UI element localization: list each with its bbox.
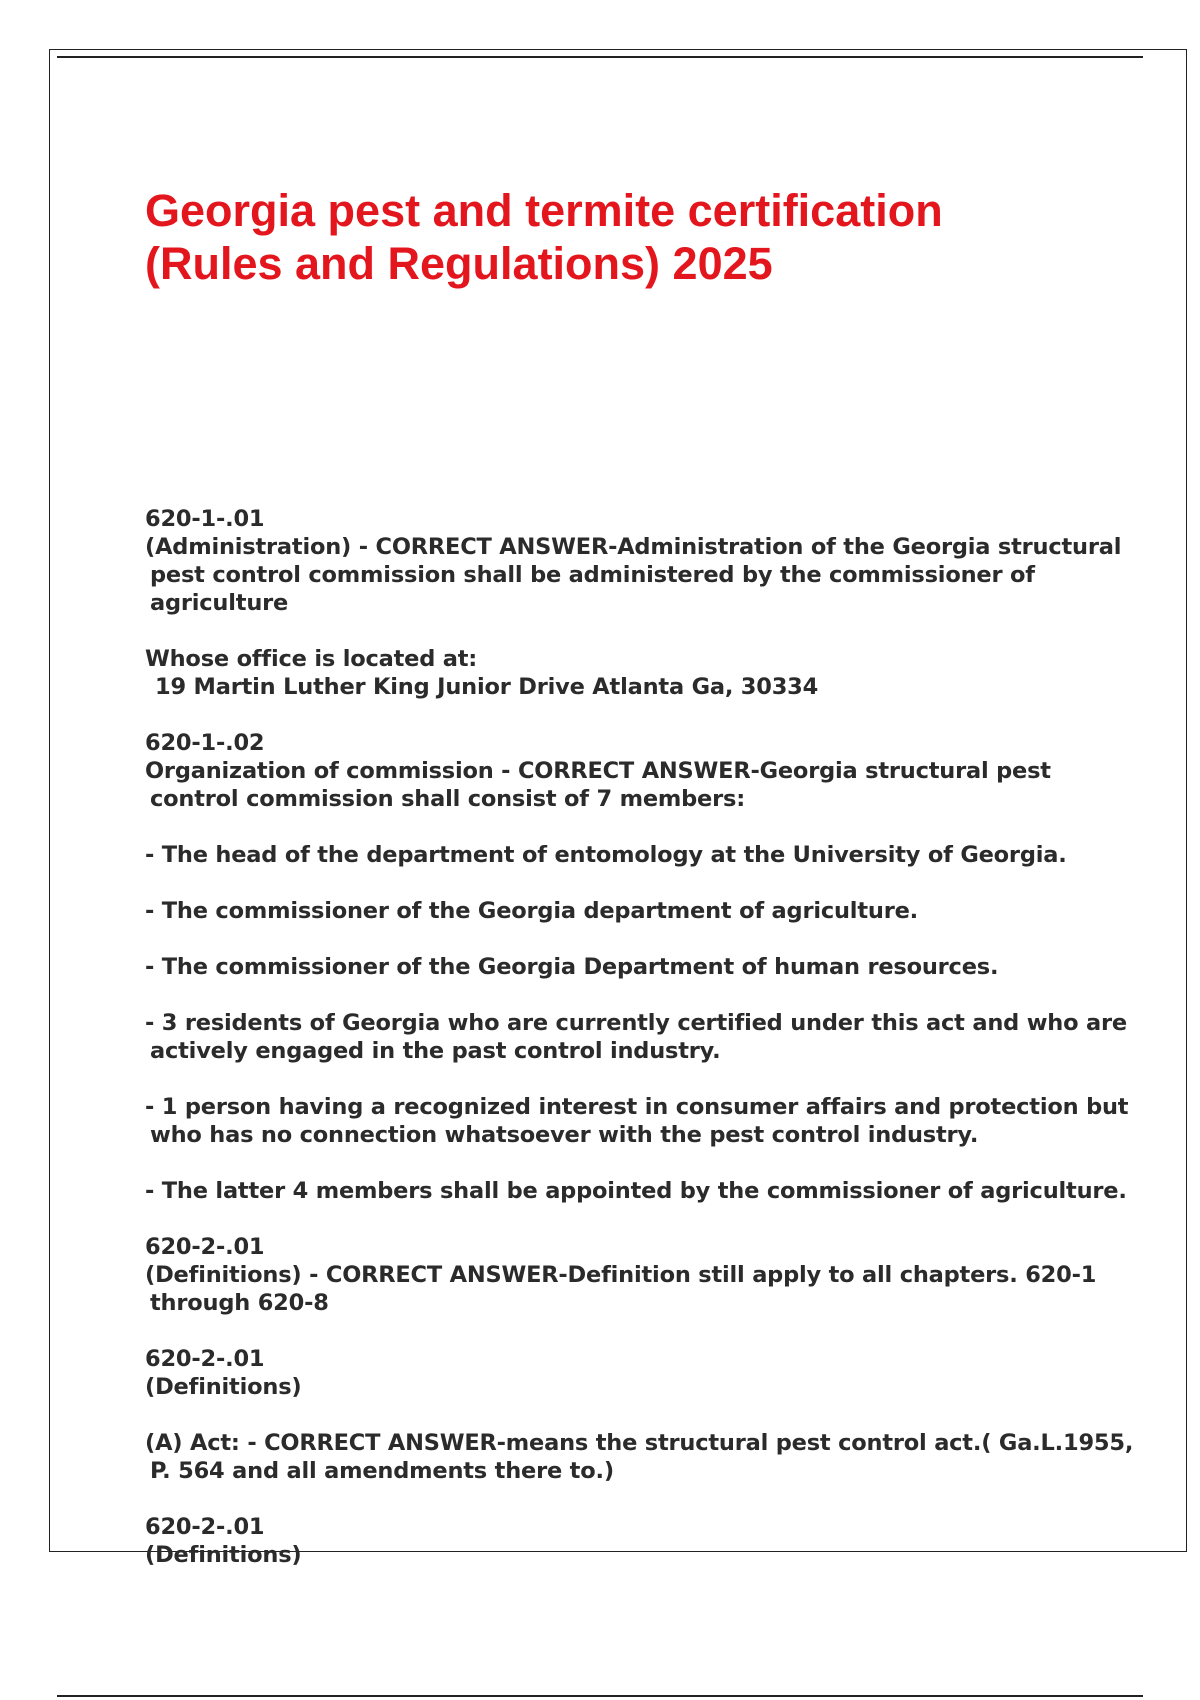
entry-definitions [145,1233,1105,1317]
entry-text: - 3 residents of Georgia who are currently certified under this act and who are [145,1010,1127,1036]
title-line-1: Georgia pest and termite certification [145,185,943,236]
section-number: 620-1-.01 [145,506,265,532]
entry-text: - The head of the department of entomology at the University of Georgia. [145,842,1067,868]
section-number: 620-2-.01 [145,1234,265,1260]
entry-text: control commission shall consist of 7 members: [150,786,745,812]
entry-text: - 1 person having a recognized interest in consumer affairs and protection but [145,1094,1129,1120]
member-item [145,953,1105,981]
entry-text: agriculture [150,590,289,616]
top-rule [57,56,1143,58]
entry-text: (Definitions) [145,1374,302,1400]
entry-organization [145,729,1105,813]
member-item [145,841,1105,869]
bottom-rule [57,1695,1143,1697]
entry-text: Whose office is located at: [145,646,478,672]
entry-text: (Administration) - CORRECT ANSWER-Administration of the Georgia structural [145,534,1122,560]
entry-text: 19 Martin Luther King Junior Drive Atlanta Ga, 30334 [155,674,819,700]
entry-text: - The commissioner of the Georgia department of agriculture. [145,898,918,924]
entry-act-definition [145,1429,1134,1485]
section-number: 620-2-.01 [145,1514,265,1540]
member-item [145,1093,1129,1149]
entry-text: P. 564 and all amendments there to.) [150,1458,614,1484]
member-item [145,897,1105,925]
entry-text: (Definitions) - CORRECT ANSWER-Definition still apply to all chapters. 620-1 [145,1262,1097,1288]
document-body [145,505,1134,1597]
entry-text: who has no connection whatsoever with the pest control industry. [150,1122,979,1148]
entry-text: - The latter 4 members shall be appointed by the commissioner of agriculture. [145,1178,1127,1204]
entry-definitions [145,1345,1105,1401]
entry-text: (A) Act: - CORRECT ANSWER-means the structural pest control act.( Ga.L.1955, [145,1430,1134,1456]
entry-administration [145,505,1122,617]
entry-text: pest control commission shall be administered by the commissioner of [150,562,1035,588]
entry-text: - The commissioner of the Georgia Department of human resources. [145,954,999,980]
member-item [145,1177,1127,1205]
section-number: 620-1-.02 [145,730,265,756]
entry-office-location [145,645,1105,701]
document-title [145,184,1105,290]
entry-definitions [145,1513,1105,1569]
entry-text: Organization of commission - CORRECT ANSWER-Georgia structural pest [145,758,1051,784]
title-line-2: (Rules and Regulations) 2025 [145,238,773,289]
entry-text: (Definitions) [145,1542,302,1568]
section-number: 620-2-.01 [145,1346,265,1372]
member-item [145,1009,1127,1065]
entry-text: through 620-8 [150,1290,329,1316]
entry-text: actively engaged in the past control industry. [150,1038,721,1064]
